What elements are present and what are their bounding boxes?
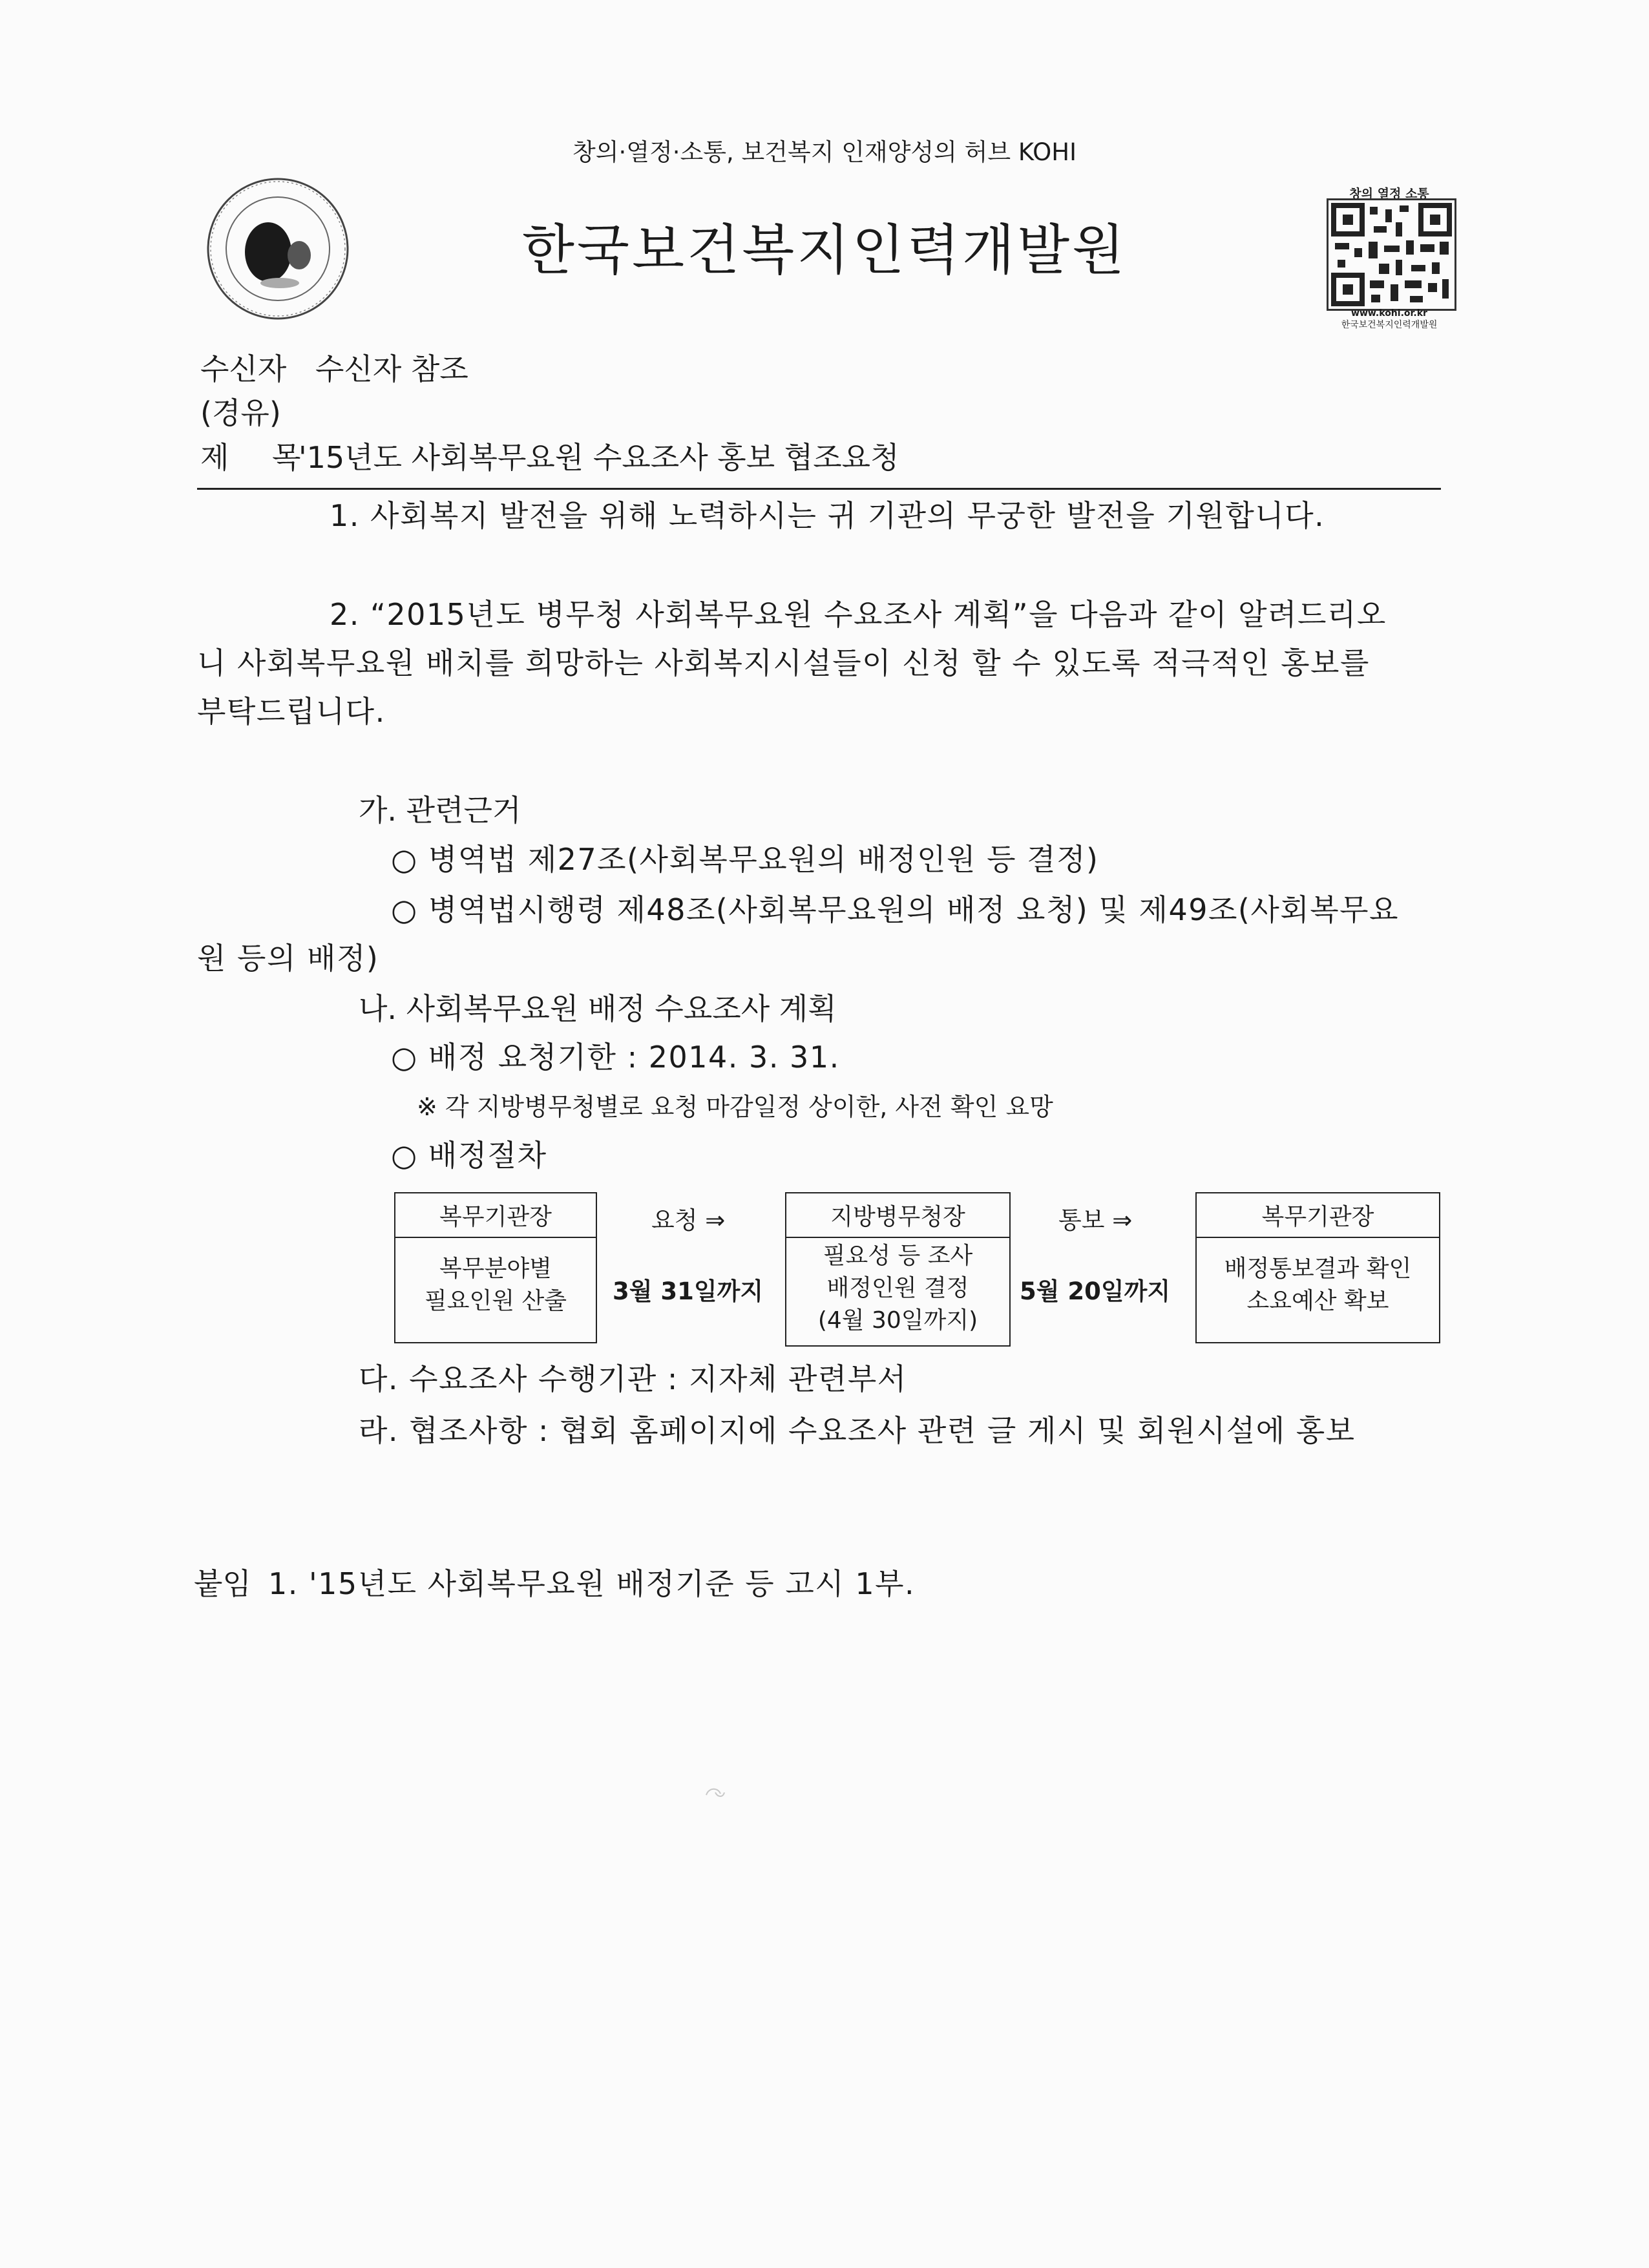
paragraph-2-line-2: 니 사회복무요원 배치를 희망하는 사회복지시설들이 신청 할 수 있도록 적극적인 홍보를: [197, 646, 1370, 680]
flow-box-2: [785, 1192, 1011, 1347]
na-item-1: ○ 배정 요청기한 : 2014. 3. 31.: [391, 1040, 840, 1075]
organization-title: 한국보건복지인력개발원: [521, 218, 1128, 282]
flow-box-2-line-2: 배정인원 결정: [826, 1275, 969, 1301]
flow-box-3-line-2: 소요예산 확보: [1246, 1288, 1389, 1314]
flow-box-3-line-1: 배정통보결과 확인: [1224, 1255, 1412, 1282]
ga-item-2-line-2: 원 등의 배정): [197, 941, 379, 976]
ga-item-2-line-1: ○ 병역법시행령 제48조(사회복무요원의 배정 요청) 및 제49조(사회복무요: [391, 892, 1400, 927]
section-na-heading: 나. 사회복무요원 배정 수요조사 계획: [359, 991, 837, 1026]
flow-box-2-head: 지방병무청장: [786, 1193, 1009, 1238]
qr-url: www.kohi.or.kr: [1351, 308, 1427, 319]
recipient-label: 수신자: [200, 352, 287, 386]
section-da: 다. 수요조사 수행기관 : 지자체 관련부서: [359, 1361, 907, 1396]
qr-caption: 한국보건복지인력개발원: [1341, 320, 1438, 330]
slogan: 창의·열정·소통, 보건복지 인재양성의 허브 KOHI: [572, 138, 1077, 166]
attachment-value: 1. '15년도 사회복무요원 배정기준 등 고시 1부.: [268, 1566, 916, 1601]
paragraph-1: 1. 사회복지 발전을 위해 노력하시는 귀 기관의 무궁한 발전을 기원합니다.: [330, 498, 1325, 533]
flow-box-2-line-3: (4월 30일까지): [817, 1307, 978, 1334]
flow-arrow-1-label: 요청 ⇒: [651, 1206, 726, 1234]
scan-smudge: [701, 1783, 727, 1803]
header-divider: [197, 488, 1441, 490]
ga-item-1: ○ 병역법 제27조(사회복무요원의 배정인원 등 결정): [391, 842, 1099, 877]
subject-value: '15년도 사회복무요원 수요조사 홍보 협조요청: [299, 440, 899, 475]
flow-arrow-2-label: 통보 ⇒: [1058, 1206, 1133, 1234]
section-ra: 라. 협조사항 : 협회 홈페이지에 수요조사 관련 글 게시 및 회원시설에 홍보: [359, 1413, 1356, 1448]
qr-code: [1315, 184, 1464, 330]
paragraph-2-line-1: 2. “2015년도 병무청 사회복무요원 수요조사 계획”을 다음과 같이 알려드리오: [330, 597, 1387, 632]
seal-logo-icon: [204, 174, 352, 323]
paragraph-2-line-3: 부탁드립니다.: [197, 694, 386, 729]
section-ga-heading: 가. 관련근거: [359, 793, 521, 828]
flow-box-3-head: 복무기관장: [1197, 1193, 1439, 1238]
flow-box-1: [394, 1192, 597, 1343]
recipient-value: 수신자 참조: [315, 352, 468, 386]
subject-label: 제 목: [200, 440, 318, 475]
flow-arrow-2-due: 5월 20일까지: [1020, 1277, 1171, 1305]
qr-top-text: 창의 열정 소통: [1349, 187, 1429, 201]
flow-box-2-line-1: 필요성 등 조사: [823, 1243, 973, 1269]
flow-box-1-head: 복무기관장: [395, 1193, 596, 1238]
flow-arrow-1-due: 3월 31일까지: [613, 1277, 764, 1305]
na-item-2: ○ 배정절차: [391, 1138, 547, 1173]
attachment-label: 붙임: [194, 1566, 251, 1601]
via-label: (경유): [200, 395, 281, 430]
flow-box-3: [1195, 1192, 1440, 1343]
na-note: ※ 각 지방병무청별로 요청 마감일정 상이한, 사전 확인 요망: [417, 1093, 1053, 1121]
flow-box-1-line-2: 필요인원 산출: [424, 1288, 567, 1314]
qr-code-icon: [1327, 198, 1456, 311]
flow-box-1-line-1: 복무분야별: [439, 1255, 552, 1282]
